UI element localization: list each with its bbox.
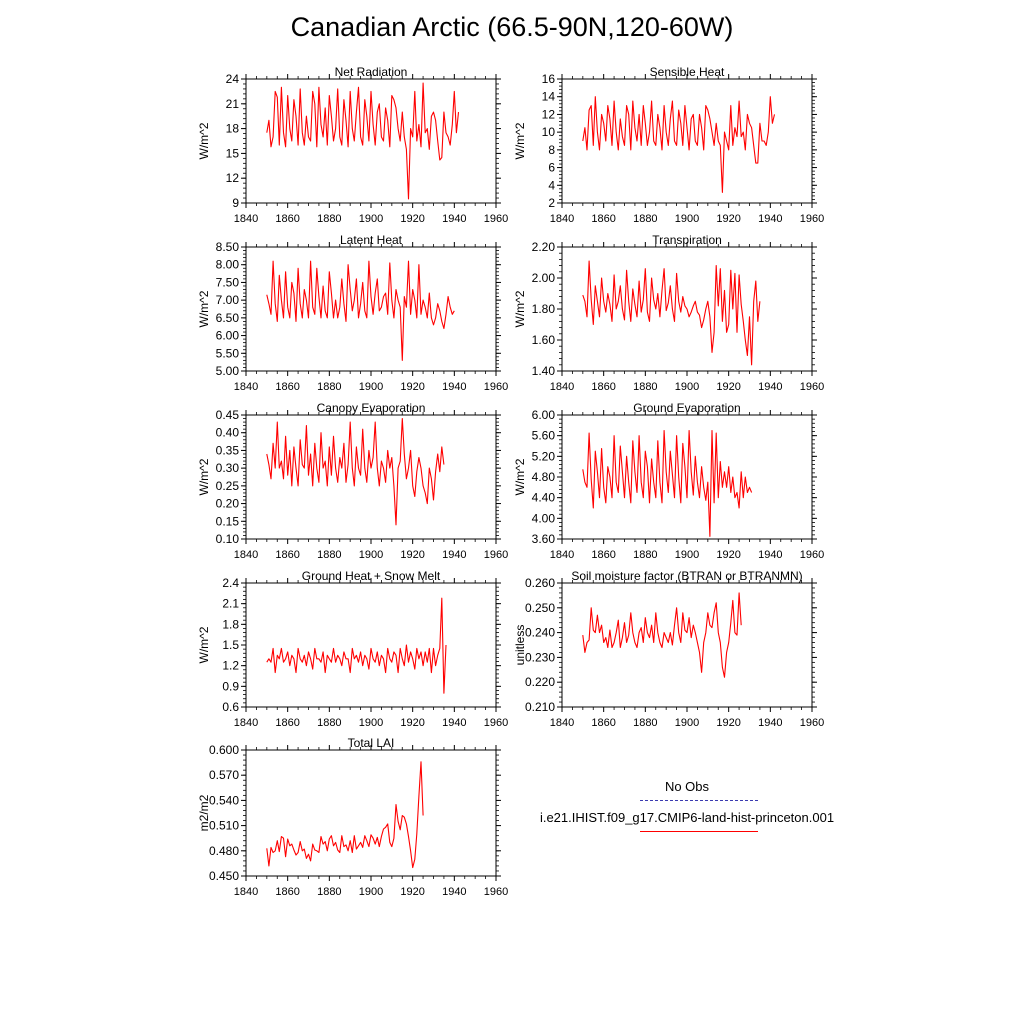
series-line-0 xyxy=(583,431,752,537)
y-tick-label: 5.20 xyxy=(531,449,555,464)
x-tick-label: 1940 xyxy=(442,213,467,225)
chart-panel-0 xyxy=(197,65,508,225)
y-tick-label: 0.600 xyxy=(208,743,239,757)
y-tick-label: 0.230 xyxy=(524,650,555,665)
y-tick-label: 6.00 xyxy=(531,408,555,422)
x-tick-label: 1860 xyxy=(591,549,616,561)
y-axis-label: W/m^2 xyxy=(197,626,211,664)
y-axis-label: unitless xyxy=(513,624,527,666)
x-tick-label: 1900 xyxy=(358,381,384,393)
y-axis-label: m2/m2 xyxy=(197,794,211,832)
y-tick-label: 18 xyxy=(225,121,239,136)
chart-title: Sensible Heat xyxy=(649,65,725,79)
series-line-0 xyxy=(267,83,459,199)
y-tick-label: 7.50 xyxy=(215,275,239,290)
chart-title: Net Radiation xyxy=(334,65,408,79)
y-tick-label: 3.60 xyxy=(531,532,555,546)
x-tick-label: 1840 xyxy=(549,213,575,225)
x-tick-label: 1940 xyxy=(758,381,783,393)
plot-frame xyxy=(246,583,496,707)
x-tick-label: 1860 xyxy=(275,381,300,393)
x-tick-label: 1900 xyxy=(674,213,700,225)
y-tick-label: 12 xyxy=(541,107,555,122)
chart-panel-5 xyxy=(513,401,824,561)
chart-title: Canopy Evaporation xyxy=(316,401,426,415)
x-tick-label: 1900 xyxy=(358,549,384,561)
chart-panel-3 xyxy=(513,233,824,393)
chart-panel-1 xyxy=(513,65,824,225)
y-tick-label: 6.50 xyxy=(215,310,239,325)
y-tick-label: 0.220 xyxy=(524,675,555,690)
chart-panel-4 xyxy=(197,401,508,561)
x-tick-label: 1840 xyxy=(549,381,575,393)
y-tick-label: 2.4 xyxy=(222,576,239,590)
y-axis-label: W/m^2 xyxy=(197,290,211,328)
y-tick-label: 0.40 xyxy=(215,425,239,440)
x-tick-label: 1940 xyxy=(442,717,467,729)
series-line-0 xyxy=(583,593,741,677)
x-tick-label: 1960 xyxy=(799,549,825,561)
y-tick-label: 4.80 xyxy=(531,470,555,484)
x-tick-label: 1860 xyxy=(591,381,616,393)
y-tick-label: 4 xyxy=(548,178,555,193)
y-tick-label: 2 xyxy=(548,196,555,210)
x-tick-label: 1920 xyxy=(400,213,425,225)
legend-swatch-obs xyxy=(640,800,758,801)
y-tick-label: 9 xyxy=(232,196,239,210)
y-tick-label: 12 xyxy=(225,171,239,186)
y-tick-label: 1.40 xyxy=(531,364,555,378)
x-tick-label: 1880 xyxy=(317,381,342,393)
y-tick-label: 0.540 xyxy=(208,793,239,808)
x-tick-label: 1920 xyxy=(400,381,425,393)
y-tick-label: 0.35 xyxy=(215,443,239,458)
chart-title: Latent Heat xyxy=(339,233,403,247)
x-tick-label: 1860 xyxy=(275,886,300,898)
y-axis-label: W/m^2 xyxy=(197,122,211,160)
legend-entry-model xyxy=(512,806,862,848)
y-tick-label: 0.20 xyxy=(215,496,239,511)
y-tick-label: 4.00 xyxy=(531,511,555,526)
plot-frame xyxy=(562,583,812,707)
x-tick-label: 1880 xyxy=(317,886,342,898)
series-line-0 xyxy=(267,762,423,868)
y-tick-label: 8.50 xyxy=(215,240,239,254)
x-tick-label: 1840 xyxy=(549,549,575,561)
x-tick-label: 1960 xyxy=(483,717,509,729)
y-tick-label: 15 xyxy=(225,146,239,161)
y-tick-label: 6.00 xyxy=(215,328,239,343)
x-tick-label: 1920 xyxy=(400,886,425,898)
chart-title: Ground Evaporation xyxy=(633,401,741,415)
y-tick-label: 0.480 xyxy=(208,843,239,858)
y-tick-label: 6 xyxy=(548,160,555,175)
x-tick-label: 1860 xyxy=(591,213,616,225)
y-tick-label: 5.00 xyxy=(215,364,239,378)
y-tick-label: 16 xyxy=(541,72,555,86)
series-line-0 xyxy=(267,419,444,525)
y-axis-label: W/m^2 xyxy=(513,122,527,160)
legend xyxy=(512,775,862,848)
y-tick-label: 8.00 xyxy=(215,257,239,272)
x-tick-label: 1960 xyxy=(799,381,825,393)
y-tick-label: 2.1 xyxy=(222,596,239,611)
y-tick-label: 2.00 xyxy=(531,271,555,285)
page-title: Canadian Arctic (66.5-90N,120-60W) xyxy=(290,12,734,42)
x-tick-label: 1840 xyxy=(233,381,259,393)
y-tick-label: 8 xyxy=(548,142,555,157)
series-line-0 xyxy=(267,261,455,360)
y-tick-label: 0.9 xyxy=(222,679,239,694)
y-tick-label: 10 xyxy=(541,125,555,140)
legend-label-obs: No Obs xyxy=(664,779,710,794)
x-tick-label: 1960 xyxy=(799,213,825,225)
y-tick-label: 0.210 xyxy=(524,700,555,714)
x-tick-label: 1860 xyxy=(275,549,300,561)
y-tick-label: 2.20 xyxy=(531,240,555,254)
series-line-0 xyxy=(267,598,446,693)
x-tick-label: 1880 xyxy=(633,717,658,729)
y-tick-label: 21 xyxy=(225,96,239,111)
y-tick-label: 0.15 xyxy=(215,514,239,529)
chart-panel-7 xyxy=(513,569,824,729)
chart-panel-6 xyxy=(197,569,508,729)
y-axis-label: W/m^2 xyxy=(513,458,527,496)
series-line-0 xyxy=(583,261,760,365)
chart-title: Ground Heat + Snow Melt xyxy=(301,569,441,583)
legend-label-model: i.e21.IHIST.f09_g17.CMIP6-land-hist-princeton.001 xyxy=(539,810,835,825)
chart-panel-8 xyxy=(197,736,508,898)
y-tick-label: 24 xyxy=(225,72,239,86)
x-tick-label: 1920 xyxy=(716,549,741,561)
y-tick-label: 7.00 xyxy=(215,293,239,308)
x-tick-label: 1860 xyxy=(591,717,616,729)
x-tick-label: 1840 xyxy=(233,549,259,561)
x-tick-label: 1860 xyxy=(275,213,300,225)
chart-panel-2 xyxy=(197,233,508,393)
x-tick-label: 1900 xyxy=(674,717,700,729)
x-tick-label: 1960 xyxy=(483,381,509,393)
x-tick-label: 1940 xyxy=(442,381,467,393)
x-tick-label: 1940 xyxy=(442,886,467,898)
x-tick-label: 1920 xyxy=(716,381,741,393)
y-tick-label: 0.10 xyxy=(215,532,239,546)
x-tick-label: 1900 xyxy=(674,549,700,561)
y-tick-label: 5.60 xyxy=(531,428,555,443)
x-tick-label: 1880 xyxy=(633,549,658,561)
x-tick-label: 1840 xyxy=(233,886,259,898)
plot-frame xyxy=(562,415,812,539)
x-tick-label: 1900 xyxy=(358,886,384,898)
chart-title: Transpiration xyxy=(652,233,722,247)
chart-title: Soil moisture factor (BTRAN or BTRANMN) xyxy=(571,569,803,583)
x-tick-label: 1880 xyxy=(317,213,342,225)
y-tick-label: 1.5 xyxy=(222,638,239,652)
y-tick-label: 0.45 xyxy=(215,408,239,422)
y-tick-label: 0.240 xyxy=(524,625,555,640)
x-tick-label: 1940 xyxy=(758,717,783,729)
plot-frame xyxy=(246,750,496,876)
y-tick-label: 1.60 xyxy=(531,333,555,347)
y-tick-label: 0.6 xyxy=(222,700,239,714)
y-tick-label: 5.50 xyxy=(215,346,239,361)
y-tick-label: 14 xyxy=(541,89,555,104)
y-tick-label: 0.30 xyxy=(215,461,239,476)
x-tick-label: 1920 xyxy=(400,717,425,729)
x-tick-label: 1960 xyxy=(799,717,825,729)
y-tick-label: 0.450 xyxy=(208,869,239,883)
x-tick-label: 1860 xyxy=(275,717,300,729)
x-tick-label: 1940 xyxy=(758,213,783,225)
x-tick-label: 1960 xyxy=(483,549,509,561)
x-tick-label: 1840 xyxy=(233,213,259,225)
x-tick-label: 1960 xyxy=(483,886,509,898)
x-tick-label: 1880 xyxy=(633,213,658,225)
x-tick-label: 1940 xyxy=(758,549,783,561)
x-tick-label: 1840 xyxy=(549,717,575,729)
y-tick-label: 0.25 xyxy=(215,478,239,493)
y-tick-label: 4.40 xyxy=(531,490,555,505)
series-line-0 xyxy=(583,97,775,193)
y-tick-label: 1.80 xyxy=(531,302,555,316)
y-tick-label: 1.2 xyxy=(222,658,239,673)
x-tick-label: 1920 xyxy=(716,717,741,729)
x-tick-label: 1920 xyxy=(400,549,425,561)
chart-title: Total LAI xyxy=(347,736,395,750)
y-tick-label: 0.260 xyxy=(524,576,555,590)
x-tick-label: 1880 xyxy=(317,549,342,561)
x-tick-label: 1880 xyxy=(633,381,658,393)
x-tick-label: 1900 xyxy=(358,717,384,729)
x-tick-label: 1960 xyxy=(483,213,509,225)
y-tick-label: 0.250 xyxy=(524,600,555,615)
y-axis-label: W/m^2 xyxy=(197,458,211,496)
x-tick-label: 1840 xyxy=(233,717,259,729)
x-tick-label: 1900 xyxy=(674,381,700,393)
x-tick-label: 1940 xyxy=(442,549,467,561)
y-axis-label: W/m^2 xyxy=(513,290,527,328)
y-tick-label: 0.570 xyxy=(208,768,239,783)
x-tick-label: 1880 xyxy=(317,717,342,729)
y-tick-label: 1.8 xyxy=(222,617,239,632)
x-tick-label: 1920 xyxy=(716,213,741,225)
legend-swatch-model xyxy=(640,831,758,832)
y-tick-label: 0.510 xyxy=(208,818,239,833)
x-tick-label: 1900 xyxy=(358,213,384,225)
